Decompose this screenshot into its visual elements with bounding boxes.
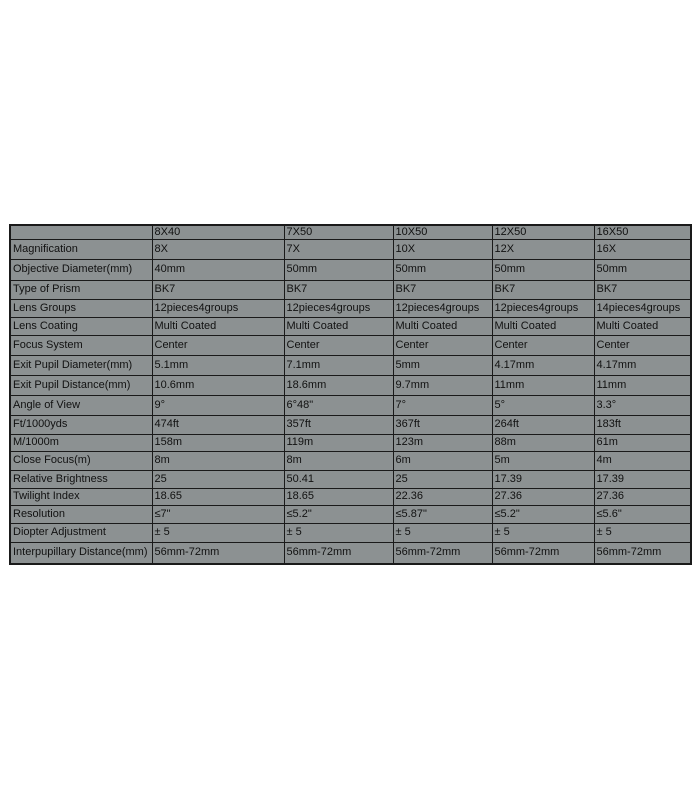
row-label-cell: Angle of View: [10, 395, 152, 415]
table-cell: 12pieces4groups: [393, 299, 492, 317]
table-row: [10, 434, 691, 451]
table-cell: 9°: [152, 395, 284, 415]
table-cell: 5.1mm: [152, 355, 284, 375]
row-label-cell: Close Focus(m): [10, 451, 152, 470]
table-cell: 56mm-72mm: [152, 542, 284, 564]
table-cell: 183ft: [594, 415, 691, 434]
table-cell: 61m: [594, 434, 691, 451]
table-row: [10, 542, 691, 564]
header-model-cell: 10X50: [393, 225, 492, 239]
row-label-cell: Magnification: [10, 239, 152, 259]
table-cell: 56mm-72mm: [284, 542, 393, 564]
row-label-cell: Twilight Index: [10, 488, 152, 505]
row-label-cell: Interpupillary Distance(mm): [10, 542, 152, 564]
table-cell: ≤5.6": [594, 505, 691, 523]
table-cell: 25: [152, 470, 284, 488]
table-cell: 40mm: [152, 259, 284, 280]
table-cell: ± 5: [152, 523, 284, 542]
table-cell: 119m: [284, 434, 393, 451]
header-model-cell: 8X40: [152, 225, 284, 239]
table-cell: Center: [284, 335, 393, 355]
table-cell: 367ft: [393, 415, 492, 434]
table-header-row: [10, 225, 691, 239]
table-cell: ≤7": [152, 505, 284, 523]
table-cell: 50mm: [492, 259, 594, 280]
table-cell: 264ft: [492, 415, 594, 434]
table-cell: ± 5: [393, 523, 492, 542]
table-cell: 5m: [492, 451, 594, 470]
table-cell: 56mm-72mm: [594, 542, 691, 564]
table-cell: 12pieces4groups: [492, 299, 594, 317]
table-cell: 50mm: [393, 259, 492, 280]
table-cell: Multi Coated: [594, 317, 691, 335]
table-cell: 5°: [492, 395, 594, 415]
table-cell: 50mm: [284, 259, 393, 280]
table-cell: Center: [393, 335, 492, 355]
table-cell: Center: [594, 335, 691, 355]
table-cell: 7X: [284, 239, 393, 259]
table-cell: 14pieces4groups: [594, 299, 691, 317]
table-cell: 18.6mm: [284, 375, 393, 395]
header-model-cell: 16X50: [594, 225, 691, 239]
header-corner-cell: [10, 225, 152, 239]
table-row: [10, 259, 691, 280]
table-cell: 6m: [393, 451, 492, 470]
row-label-cell: Exit Pupil Distance(mm): [10, 375, 152, 395]
row-label-cell: Lens Groups: [10, 299, 152, 317]
spec-table: [9, 224, 692, 565]
table-row: [10, 488, 691, 505]
table-row: [10, 355, 691, 375]
table-cell: 88m: [492, 434, 594, 451]
table-cell: Multi Coated: [152, 317, 284, 335]
table-cell: 6°48": [284, 395, 393, 415]
table-cell: 357ft: [284, 415, 393, 434]
table-cell: 474ft: [152, 415, 284, 434]
table-cell: 3.3°: [594, 395, 691, 415]
table-row: [10, 317, 691, 335]
table-row: [10, 470, 691, 488]
table-cell: 11mm: [492, 375, 594, 395]
row-label-cell: Type of Prism: [10, 280, 152, 299]
row-label-cell: Resolution: [10, 505, 152, 523]
table-row: [10, 451, 691, 470]
table-row: [10, 335, 691, 355]
table-cell: Multi Coated: [393, 317, 492, 335]
table-cell: 10X: [393, 239, 492, 259]
table-row: [10, 375, 691, 395]
table-cell: ± 5: [594, 523, 691, 542]
row-label-cell: Focus System: [10, 335, 152, 355]
table-cell: 10.6mm: [152, 375, 284, 395]
table-cell: ± 5: [492, 523, 594, 542]
table-cell: 9.7mm: [393, 375, 492, 395]
row-label-cell: Objective Diameter(mm): [10, 259, 152, 280]
table-cell: 50.41: [284, 470, 393, 488]
table-row: [10, 415, 691, 434]
table-cell: 4.17mm: [594, 355, 691, 375]
table-cell: BK7: [152, 280, 284, 299]
table-row: [10, 280, 691, 299]
table-cell: Multi Coated: [492, 317, 594, 335]
table-cell: 4m: [594, 451, 691, 470]
table-cell: Multi Coated: [284, 317, 393, 335]
table-cell: 12pieces4groups: [152, 299, 284, 317]
table-cell: ≤5.87": [393, 505, 492, 523]
table-cell: 27.36: [594, 488, 691, 505]
header-model-cell: 12X50: [492, 225, 594, 239]
table-cell: 8m: [284, 451, 393, 470]
row-label-cell: M/1000m: [10, 434, 152, 451]
table-cell: 56mm-72mm: [492, 542, 594, 564]
table-cell: BK7: [492, 280, 594, 299]
table-cell: 18.65: [152, 488, 284, 505]
table-cell: 8X: [152, 239, 284, 259]
table-cell: 12pieces4groups: [284, 299, 393, 317]
table-cell: Center: [152, 335, 284, 355]
table-cell: 158m: [152, 434, 284, 451]
table-cell: 7.1mm: [284, 355, 393, 375]
table-cell: 17.39: [492, 470, 594, 488]
table-cell: 25: [393, 470, 492, 488]
table-cell: 16X: [594, 239, 691, 259]
header-model-cell: 7X50: [284, 225, 393, 239]
table-cell: 7°: [393, 395, 492, 415]
table-cell: 18.65: [284, 488, 393, 505]
row-label-cell: Exit Pupil Diameter(mm): [10, 355, 152, 375]
table-row: [10, 239, 691, 259]
table-cell: BK7: [594, 280, 691, 299]
table-cell: 11mm: [594, 375, 691, 395]
table-cell: 17.39: [594, 470, 691, 488]
table-cell: 27.36: [492, 488, 594, 505]
row-label-cell: Diopter Adjustment: [10, 523, 152, 542]
table-cell: 56mm-72mm: [393, 542, 492, 564]
table-cell: Center: [492, 335, 594, 355]
table-cell: 50mm: [594, 259, 691, 280]
table-cell: 123m: [393, 434, 492, 451]
table-cell: ≤5.2": [492, 505, 594, 523]
table-row: [10, 505, 691, 523]
row-label-cell: Relative Brightness: [10, 470, 152, 488]
table-cell: ≤5.2": [284, 505, 393, 523]
table-cell: BK7: [393, 280, 492, 299]
table-cell: 12X: [492, 239, 594, 259]
table-row: [10, 395, 691, 415]
table-row: [10, 523, 691, 542]
table-row: [10, 299, 691, 317]
table-cell: 5mm: [393, 355, 492, 375]
table-cell: 22.36: [393, 488, 492, 505]
table-cell: BK7: [284, 280, 393, 299]
row-label-cell: Ft/1000yds: [10, 415, 152, 434]
table-cell: ± 5: [284, 523, 393, 542]
table-cell: 8m: [152, 451, 284, 470]
table-cell: 4.17mm: [492, 355, 594, 375]
row-label-cell: Lens Coating: [10, 317, 152, 335]
